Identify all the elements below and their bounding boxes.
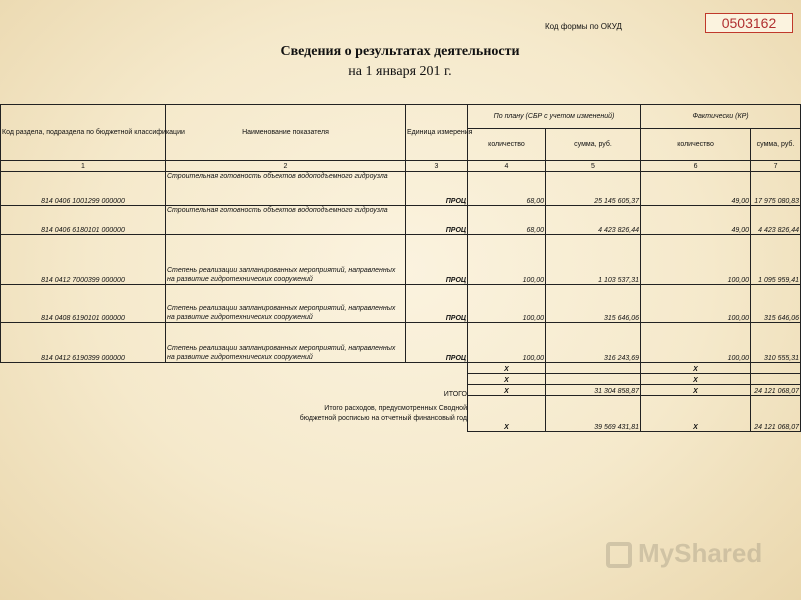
row-fact-qty: 100,00 <box>641 235 751 285</box>
row-name: Степень реализации запланированных мероприятий, направленных на развитие гидротехнических сооружений <box>166 235 406 285</box>
total-x: Х <box>468 385 546 396</box>
row-name: Строительная готовность объектов водоподъемного гидроузла <box>166 206 406 235</box>
total-x: Х <box>641 363 751 374</box>
row-plan-sum: 4 423 826,44 <box>546 206 641 235</box>
col-number: 2 <box>166 161 406 172</box>
watermark-text: MyShared <box>638 538 763 568</box>
total-x: Х <box>641 396 751 432</box>
row-code: 814 0406 1001299 000000 <box>1 172 166 206</box>
document-subtitle: на 1 января 201 г. <box>348 64 452 79</box>
row-code: 814 0406 6180101 000000 <box>1 206 166 235</box>
col-header-plan-sum: сумма, руб. <box>546 129 641 161</box>
row-code: 814 0412 6190399 000000 <box>1 323 166 363</box>
row-fact-sum: 1 095 959,41 <box>751 235 801 285</box>
row-plan-qty: 100,00 <box>468 235 546 285</box>
total-x: Х <box>468 374 546 385</box>
total-x: Х <box>468 396 546 432</box>
watermark <box>606 538 762 569</box>
col-header-fact-sum: сумма, руб. <box>751 129 801 161</box>
total-x: Х <box>468 363 546 374</box>
totals-row-blank <box>1 363 801 374</box>
row-unit: ПРОЦ <box>406 172 468 206</box>
col-header-name: Наименование показателя <box>166 105 406 161</box>
table-row <box>1 235 801 285</box>
row-plan-qty: 100,00 <box>468 323 546 363</box>
row-plan-sum: 25 145 605,37 <box>546 172 641 206</box>
row-unit: ПРОЦ <box>406 323 468 363</box>
itogo-label: ИТОГО <box>443 391 467 398</box>
itogo-fact-sum: 24 121 068,07 <box>751 385 801 396</box>
col-header-fact: Фактически (КР) <box>641 105 801 129</box>
table-row <box>1 206 801 235</box>
col-number: 4 <box>468 161 546 172</box>
row-fact-sum: 17 975 080,83 <box>751 172 801 206</box>
expenses-label: Итого расходов, предусмотренных Сводной бюджетной росписью на отчетный финансовый год <box>299 405 467 422</box>
row-fact-sum: 315 646,06 <box>751 285 801 323</box>
row-code: 814 0412 7000399 000000 <box>1 235 166 285</box>
col-header-plan-qty: количество <box>468 129 546 161</box>
okud-code-box: 0503162 <box>705 13 793 33</box>
total-x: Х <box>641 374 751 385</box>
total-x: Х <box>641 385 751 396</box>
table-row <box>1 323 801 363</box>
col-number: 1 <box>1 161 166 172</box>
row-name: Степень реализации запланированных мероприятий, направленных на развитие гидротехнических сооружений <box>166 323 406 363</box>
col-number: 3 <box>406 161 468 172</box>
row-unit: ПРОЦ <box>406 285 468 323</box>
row-fact-qty: 100,00 <box>641 285 751 323</box>
row-fact-qty: 49,00 <box>641 206 751 235</box>
row-fact-qty: 100,00 <box>641 323 751 363</box>
row-name: Степень реализации запланированных мероприятий, направленных на развитие гидротехнических сооружений <box>166 285 406 323</box>
col-number: 5 <box>546 161 641 172</box>
row-name: Строительная готовность объектов водоподъемного гидроузла <box>166 172 406 206</box>
row-unit: ПРОЦ <box>406 206 468 235</box>
document-title: Сведения о результатах деятельности <box>280 44 520 59</box>
row-plan-sum: 1 103 537,31 <box>546 235 641 285</box>
row-fact-sum: 4 423 826,44 <box>751 206 801 235</box>
okud-label: Код формы по ОКУД <box>545 22 622 31</box>
results-table <box>0 104 801 432</box>
watermark-logo-icon <box>606 542 632 568</box>
row-fact-qty: 49,00 <box>641 172 751 206</box>
col-header-unit: Единица измерения <box>406 105 468 161</box>
table-row <box>1 285 801 323</box>
col-header-fact-qty: количество <box>641 129 751 161</box>
row-plan-qty: 100,00 <box>468 285 546 323</box>
row-plan-qty: 68,00 <box>468 172 546 206</box>
col-header-plan: По плану (СБР с учетом изменений) <box>468 105 641 129</box>
itogo-plan-sum: 31 304 858,87 <box>546 385 641 396</box>
expenses-fact-sum: 24 121 068,07 <box>751 396 801 432</box>
table-row <box>1 172 801 206</box>
row-plan-sum: 316 243,69 <box>546 323 641 363</box>
row-fact-sum: 310 555,31 <box>751 323 801 363</box>
row-code: 814 0408 6190101 000000 <box>1 285 166 323</box>
col-number: 6 <box>641 161 751 172</box>
row-unit: ПРОЦ <box>406 235 468 285</box>
col-header-code: Код раздела, подраздела по бюджетной классификации <box>1 105 166 161</box>
col-number: 7 <box>751 161 801 172</box>
row-plan-sum: 315 646,06 <box>546 285 641 323</box>
row-plan-qty: 68,00 <box>468 206 546 235</box>
expenses-plan-sum: 39 569 431,81 <box>546 396 641 432</box>
